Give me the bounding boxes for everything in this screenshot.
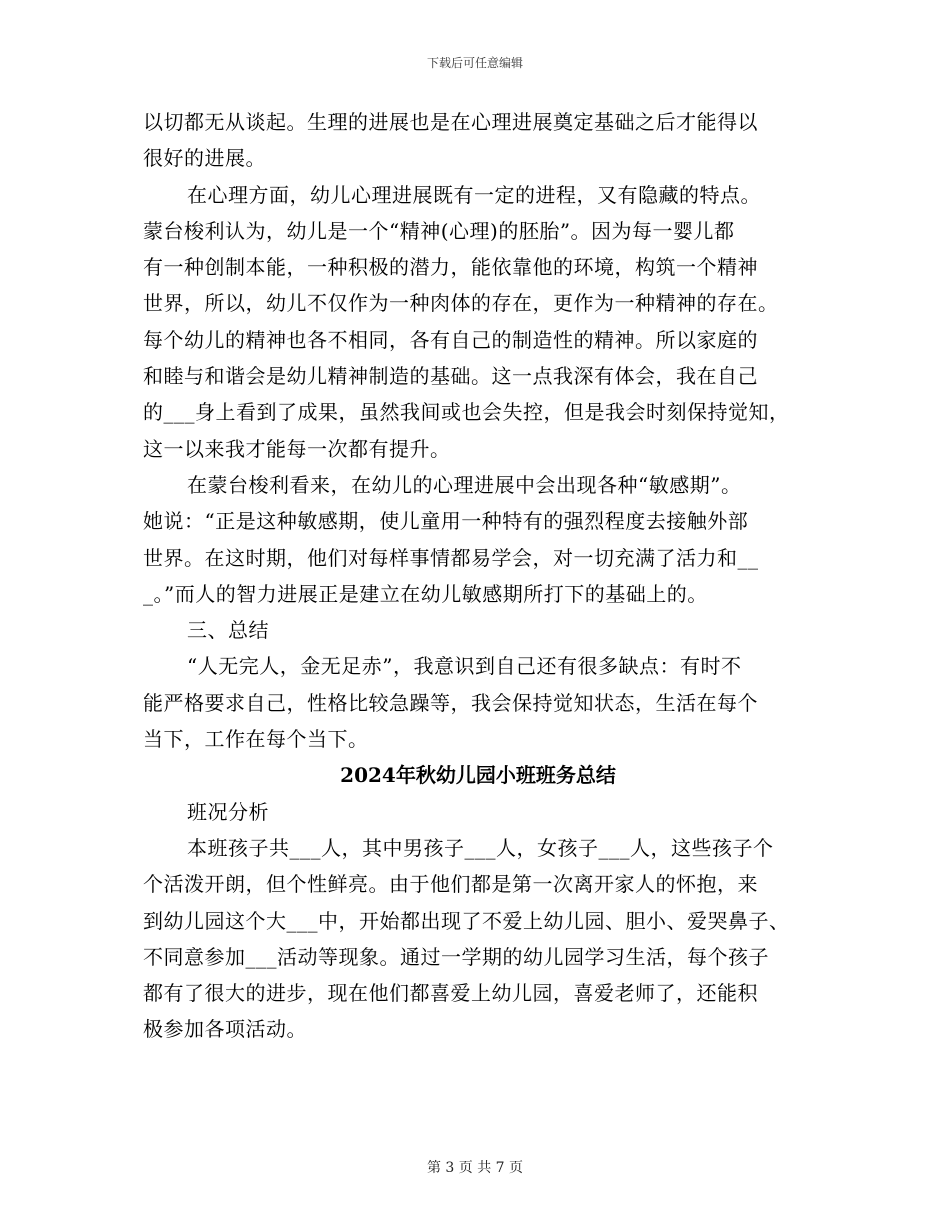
text-line: 有一种创制本能，一种积极的潜力，能依靠他的环境，构筑一个精神 [143, 255, 758, 280]
text-line: 班况分析 [187, 799, 269, 824]
text-line: “人无完人，金无足赤”，我意识到自己还有很多缺点：有时不 [187, 654, 742, 679]
document-body [143, 104, 813, 1048]
text-line: 她说：“正是这种敏感期，使儿童用一种特有的强烈程度去接触外部 [143, 509, 749, 534]
text-line: 的___身上看到了成果，虽然我间或也会失控，但是我会时刻保持觉知， [143, 400, 790, 425]
text-line: 这一以来我才能每一次都有提升。 [143, 436, 451, 461]
text-line: 当下，工作在每个当下。 [143, 727, 369, 752]
text-line: 都有了很大的进步，现在他们都喜爱上幼儿园，喜爱老师了，还能积 [143, 981, 758, 1006]
text-line: 到幼儿园这个大___中，开始都出现了不爱上幼儿园、胆小、爱哭鼻子、 [143, 908, 790, 933]
section-title: 2024年秋幼儿园小班班务总结 [340, 763, 616, 788]
text-line: 能严格要求自己，性格比较急躁等，我会保持觉知状态，生活在每个 [143, 690, 758, 715]
page-number: 第 3 页 共 7 页 [426, 1160, 524, 1176]
text-line: 蒙台梭利认为，幼儿是一个“精神(心理)的胚胎”。因为每一婴儿都 [143, 218, 735, 243]
text-line: 每个幼儿的精神也各不相同，各有自己的制造性的精神。所以家庭的 [143, 327, 758, 352]
text-line: 个活泼开朗，但个性鲜亮。由于他们都是第一次离开家人的怀抱，来 [143, 872, 758, 897]
text-line: 极参加各项活动。 [143, 1017, 307, 1042]
page-header: 下载后可任意编辑 [426, 56, 523, 70]
text-line: 本班孩子共___人，其中男孩子___人，女孩子___人，这些孩子个 [187, 835, 774, 860]
text-line: 世界，所以，幼儿不仅作为一种肉体的存在，更作为一种精神的存在。 [143, 291, 779, 316]
text-line: _。”而人的智力进展正是建立在幼儿敏感期所打下的基础上的。 [143, 581, 708, 606]
text-line: 很好的进展。 [143, 146, 266, 171]
text-line: 和睦与和谐会是幼儿精神制造的基础。这一点我深有体会，我在自己 [143, 364, 758, 389]
text-line: 不同意参加___活动等现象。通过一学期的幼儿园学习生活，每个孩子 [143, 944, 769, 969]
text-line: 三、总结 [187, 618, 269, 643]
text-line: 世界。在这时期，他们对每样事情都易学会，对一切充满了活力和__ [143, 545, 759, 570]
text-line: 以切都无从谈起。生理的进展也是在心理进展奠定基础之后才能得以 [143, 110, 758, 134]
text-line: 在蒙台梭利看来，在幼儿的心理进展中会出现各种“敏感期”。 [187, 472, 742, 497]
text-line: 在心理方面，幼儿心理进展既有一定的进程，又有隐藏的特点。 [187, 182, 761, 207]
